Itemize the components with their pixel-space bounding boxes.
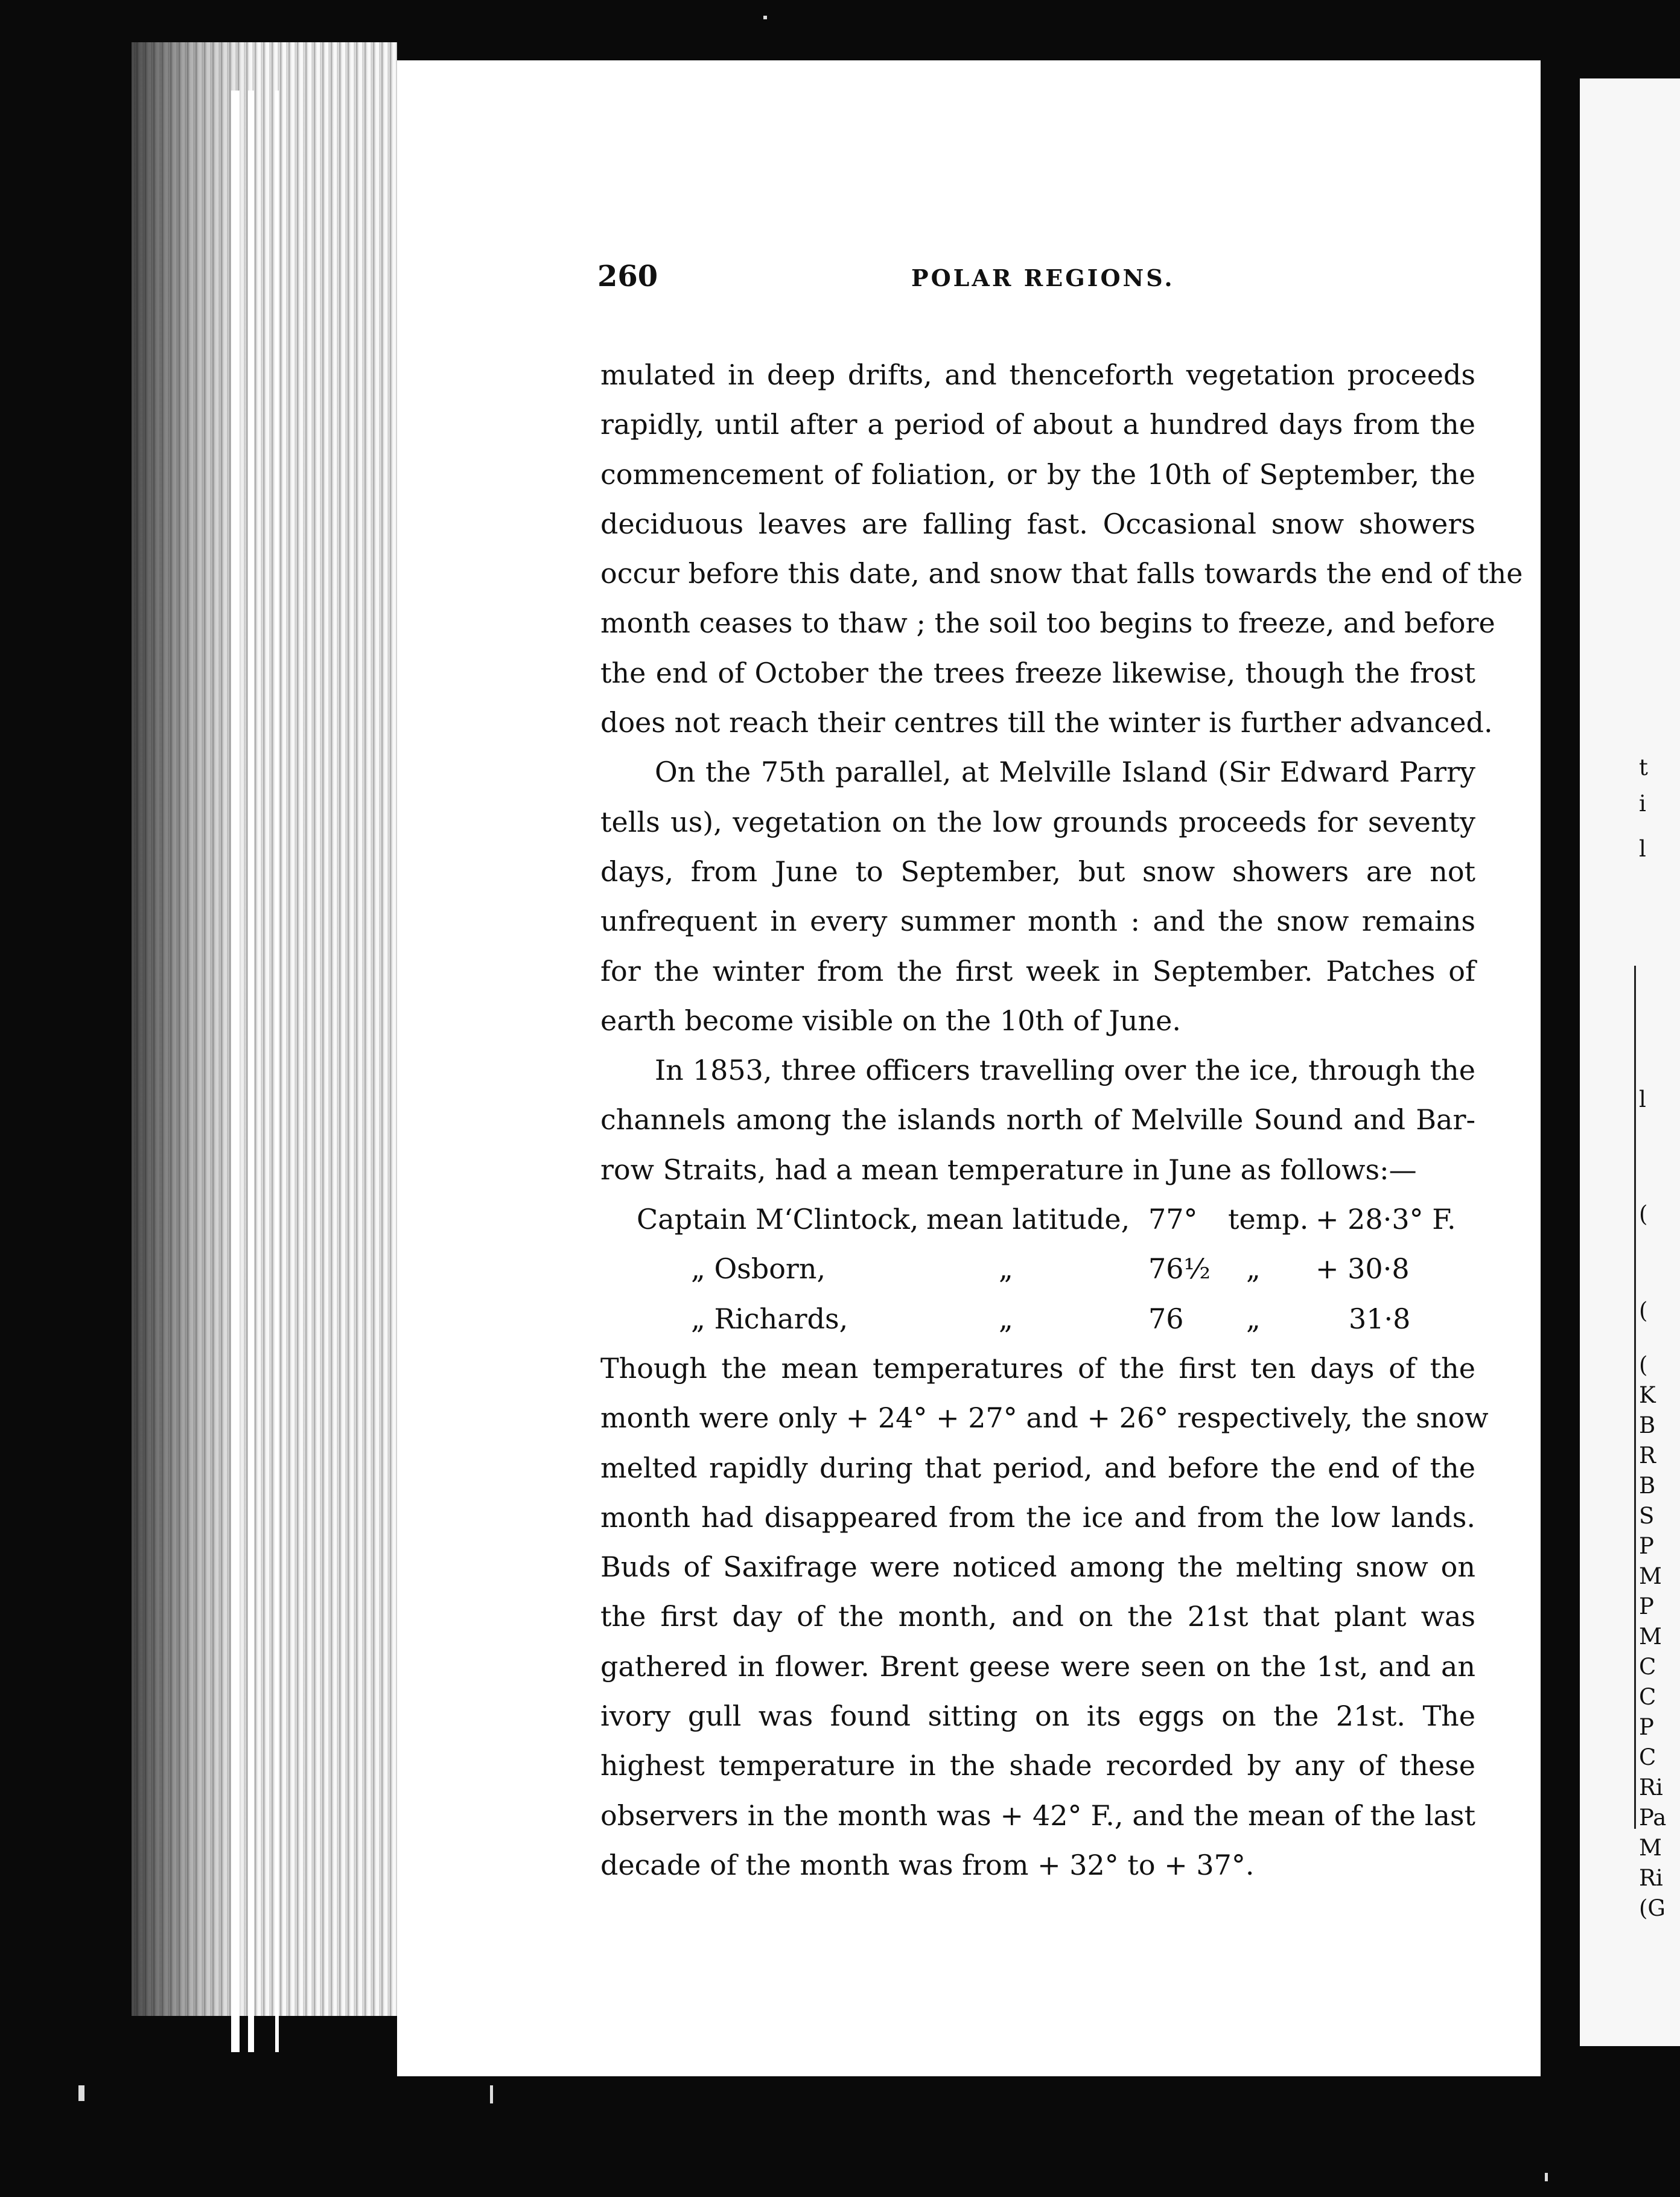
- table-cell-name: „ Richards,: [691, 1302, 848, 1335]
- facing-fragment: B: [1639, 1473, 1656, 1499]
- text-line: days, from June to September, but snow showers are not: [600, 855, 1475, 888]
- text-line: Though the mean temperatures of the first ten days of the: [600, 1351, 1475, 1385]
- page-header: [597, 260, 1475, 302]
- text-line: earth become visible on the 10th of June.: [600, 1004, 1182, 1037]
- page-number: 260: [597, 260, 658, 293]
- running-title: POLAR REGIONS.: [911, 264, 1175, 292]
- temperature-table: [600, 1194, 1475, 1344]
- facing-fragment: l: [1639, 1086, 1646, 1112]
- facing-fragment: M: [1639, 1624, 1662, 1650]
- facing-fragment: S: [1639, 1503, 1655, 1529]
- facing-fragment: C: [1639, 1654, 1656, 1680]
- facing-fragment: Pa: [1639, 1805, 1667, 1831]
- text-line: month were only + 24° + 27° and + 26° respectively, the snow: [600, 1401, 1489, 1435]
- page-edge-highlight: [275, 91, 279, 2052]
- table-cell-lat: 77°: [1148, 1203, 1198, 1236]
- facing-fragment: K: [1639, 1382, 1656, 1408]
- text-line: decade of the month was from + 32° to + 37°.: [600, 1848, 1255, 1881]
- facing-fragment: P: [1639, 1714, 1654, 1740]
- facing-fragment: i: [1639, 791, 1646, 817]
- facing-fragment: Ri: [1639, 1865, 1663, 1891]
- facing-fragment: Ri: [1639, 1774, 1663, 1800]
- table-cell-name: Captain M‘Clintock,: [637, 1203, 919, 1236]
- table-cell-temp-label: „: [1246, 1302, 1261, 1335]
- facing-fragment: (: [1639, 1352, 1648, 1378]
- table-cell-mid: „: [999, 1302, 1013, 1335]
- text-line: gathered in flower. Brent geese were seen on the 1st, and an: [600, 1650, 1475, 1683]
- text-line: deciduous leaves are falling fast. Occasional snow showers: [600, 507, 1475, 540]
- text-line: Buds of Saxifrage were noticed among the melting snow on: [600, 1551, 1475, 1584]
- facing-fragment: B: [1639, 1412, 1656, 1438]
- page-edge-highlight: [231, 91, 240, 2052]
- scan-speck: [490, 2085, 493, 2103]
- facing-fragment: M: [1639, 1563, 1662, 1589]
- body-text: [600, 350, 1523, 1890]
- text-line: month had disappeared from the ice and from the low lands.: [600, 1500, 1475, 1534]
- table-cell-name: „ Osborn,: [691, 1252, 826, 1286]
- scan-speck: [78, 2085, 84, 2101]
- text-line: ivory gull was found sitting on its eggs on the 21st. The: [600, 1700, 1475, 1733]
- facing-fragment: (: [1639, 1201, 1648, 1227]
- facing-page-rule: [1634, 966, 1636, 1829]
- table-cell-lat: 76: [1148, 1302, 1184, 1335]
- table-row: [600, 1294, 1475, 1344]
- facing-fragment: C: [1639, 1684, 1656, 1710]
- table-row: [600, 1194, 1475, 1244]
- scan-speck: [763, 16, 767, 19]
- text-line: highest temperature in the shade recorded by any of these: [600, 1749, 1475, 1782]
- table-cell-mid: mean latitude,: [926, 1203, 1130, 1236]
- text-line: observers in the month was + 42° F., and the mean of the last: [600, 1799, 1475, 1832]
- table-cell-temp-label: „: [1246, 1252, 1261, 1286]
- page-edge-highlight: [248, 91, 254, 2052]
- text-line: In 1853, three officers travelling over the ice, through the: [655, 1054, 1475, 1087]
- text-line: unfrequent in every summer month : and the snow remains: [600, 905, 1475, 938]
- text-line: tells us), vegetation on the low grounds proceeds for seventy: [600, 805, 1475, 838]
- facing-fragment: l: [1639, 836, 1646, 862]
- facing-fragment: C: [1639, 1744, 1656, 1770]
- table-cell-temp-label: temp.: [1228, 1203, 1309, 1236]
- text-line: the end of October the trees freeze likewise, though the frost: [600, 656, 1475, 689]
- facing-fragment: (G: [1639, 1895, 1666, 1921]
- facing-fragment: t: [1639, 754, 1648, 780]
- text-line: On the 75th parallel, at Melville Island (Sir Edward Parry: [655, 756, 1475, 789]
- facing-page: [1580, 78, 1680, 2046]
- table-cell-temp: + 30·8: [1316, 1252, 1410, 1286]
- text-line: month ceases to thaw ; the soil too begins to freeze, and before: [600, 607, 1495, 640]
- text-line: occur before this date, and snow that falls towards the end of the: [600, 557, 1523, 590]
- text-line: commencement of foliation, or by the 10th of September, the: [600, 458, 1475, 491]
- table-cell-temp: 31·8: [1349, 1302, 1411, 1335]
- text-line: for the winter from the first week in September. Patches of: [600, 954, 1475, 987]
- table-cell-temp: + 28·3° F.: [1316, 1203, 1456, 1236]
- text-line: the first day of the month, and on the 21st that plant was: [600, 1600, 1475, 1633]
- facing-fragment: M: [1639, 1835, 1662, 1861]
- scan-speck: [1545, 2173, 1548, 2181]
- page-edges: [132, 42, 397, 2016]
- text-line: rapidly, until after a period of about a hundred days from the: [600, 408, 1475, 441]
- text-line: does not reach their centres till the winter is further advanced.: [600, 706, 1493, 739]
- text-line: channels among the islands north of Melville Sound and Bar-: [600, 1103, 1475, 1137]
- facing-fragment: P: [1639, 1593, 1654, 1619]
- facing-fragment: P: [1639, 1533, 1654, 1559]
- text-line: melted rapidly during that period, and before the end of the: [600, 1451, 1475, 1484]
- facing-fragment: R: [1639, 1443, 1656, 1468]
- table-cell-mid: „: [999, 1252, 1013, 1286]
- table-row: [600, 1244, 1475, 1293]
- text-line: row Straits, had a mean temperature in June as follows:—: [600, 1153, 1417, 1186]
- table-cell-lat: 76½: [1148, 1252, 1211, 1286]
- text-line: mulated in deep drifts, and thenceforth vegetation proceeds: [600, 359, 1475, 391]
- facing-fragment: (: [1639, 1298, 1648, 1324]
